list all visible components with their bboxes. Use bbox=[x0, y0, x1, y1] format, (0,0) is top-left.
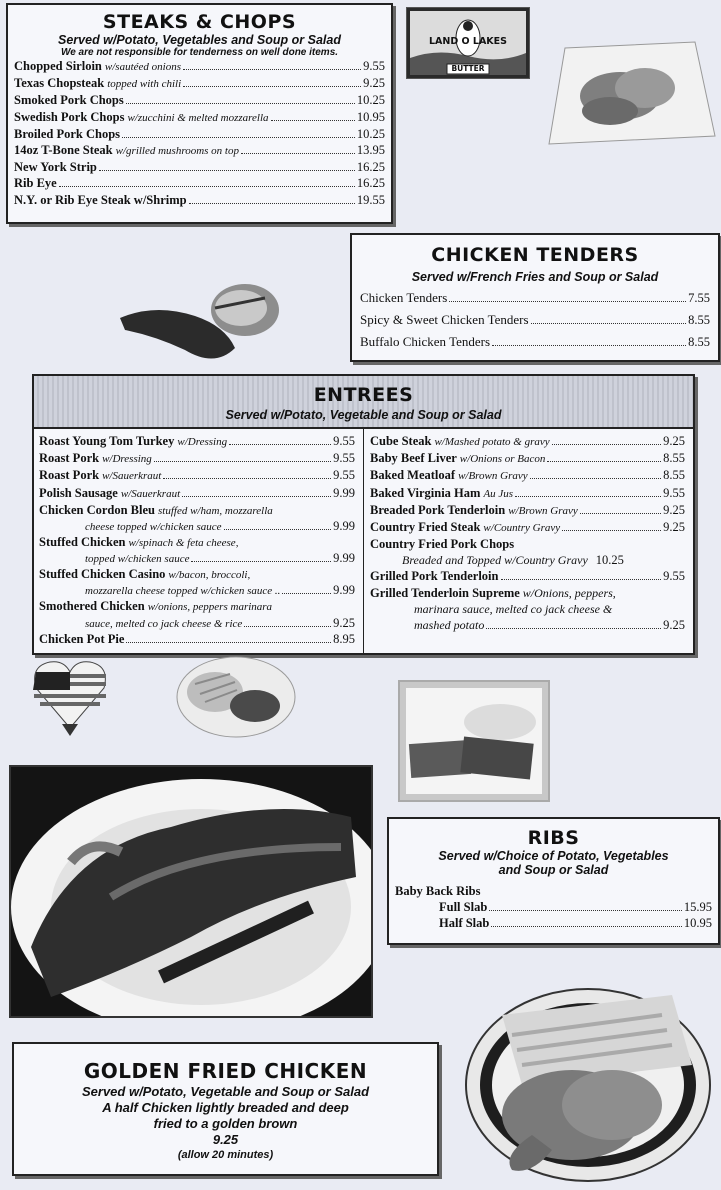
logo-brand-top: LAND O LAKES bbox=[428, 36, 508, 47]
menu-item: Full Slab 15.95 bbox=[439, 900, 712, 915]
steaks-disclaimer: We are not responsible for tenderness on well done items. bbox=[60, 47, 339, 58]
menu-item: Chicken Cordon Bleu stuffed w/ham, mozzarella bbox=[39, 502, 273, 517]
fried-note: (allow 20 minutes) bbox=[177, 1149, 274, 1161]
menu-item: Smothered Chicken w/onions, peppers marinara bbox=[39, 599, 273, 614]
menu-item: Grilled Tenderloin Supreme w/Onions, peppers, bbox=[370, 585, 616, 600]
meatloaf-photo bbox=[398, 680, 550, 802]
entrees-subtitle: Served w/Potato, Vegetable and Soup or Salad bbox=[225, 408, 502, 422]
steaks-chops-section bbox=[6, 3, 393, 224]
menu-item: Chicken Pot Pie 8.95 bbox=[39, 631, 355, 646]
menu-item-cont: mozzarella cheese topped w/chicken sauce .. 9.99 bbox=[85, 583, 355, 598]
menu-item: Polish Sausage w/Sauerkraut 9.99 bbox=[39, 485, 355, 500]
steaks-title: STEAKS & CHOPS bbox=[102, 11, 297, 33]
menu-item: Country Fried Steak w/Country Gravy 9.25 bbox=[370, 520, 685, 535]
menu-item: Chicken Tenders 7.55 bbox=[360, 290, 710, 305]
tenders-subtitle: Served w/French Fries and Soup or Salad bbox=[411, 270, 659, 284]
menu-item: Texas Chopsteak topped with chili 9.25 bbox=[14, 76, 385, 91]
menu-item: 14oz T-Bone Steak w/grilled mushrooms on top 13.95 bbox=[14, 143, 385, 158]
chicken-tender-photo bbox=[115, 278, 285, 368]
fried-chicken-photo bbox=[462, 975, 716, 1185]
entrees-left-column bbox=[34, 429, 364, 655]
menu-item-cont: mashed potato 9.25 bbox=[414, 617, 685, 632]
ribs-section bbox=[387, 817, 720, 945]
menu-item: Rib Eye 16.25 bbox=[14, 176, 385, 191]
menu-item-cont: marinara sauce, melted co jack cheese & bbox=[414, 601, 613, 616]
menu-item: Stuffed Chicken w/spinach & feta cheese, bbox=[39, 535, 239, 550]
steaks-subtitle: Served w/Potato, Vegetables and Soup or Salad bbox=[58, 33, 341, 47]
tenders-title: CHICKEN TENDERS bbox=[431, 244, 639, 266]
menu-item: Swedish Pork Chops w/zucchini & melted mozzarella 10.95 bbox=[14, 109, 385, 124]
menu-item-cont: topped w/chicken sauce 9.99 bbox=[85, 551, 355, 566]
land-o-lakes-logo bbox=[406, 7, 530, 79]
flag-heart-icon bbox=[30, 658, 110, 738]
steaks-list bbox=[14, 58, 385, 208]
menu-item: Country Fried Pork Chops bbox=[370, 537, 515, 552]
menu-item: Buffalo Chicken Tenders 8.55 bbox=[360, 334, 710, 349]
menu-item: Baked Virginia Ham Au Jus 9.55 bbox=[370, 485, 685, 500]
fried-title: GOLDEN FRIED CHICKEN bbox=[83, 1059, 368, 1083]
fried-line-3: fried to a golden brown bbox=[153, 1116, 298, 1131]
menu-item: Baked Meatloaf w/Brown Gravy 8.55 bbox=[370, 468, 685, 483]
entrees-header bbox=[34, 376, 693, 429]
entrees-section bbox=[32, 374, 695, 655]
ribs-subtitle: Served w/Choice of Potato, Vegetables and Soup or Salad bbox=[438, 849, 669, 877]
ribs-group-label: Baby Back Ribs bbox=[395, 884, 481, 898]
fried-price: 9.25 bbox=[212, 1132, 239, 1147]
menu-item: Chopped Sirloin w/sautéed onions 9.55 bbox=[14, 59, 385, 73]
fried-line-2: A half Chicken lightly breaded and deep bbox=[102, 1100, 349, 1115]
menu-item: N.Y. or Rib Eye Steak w/Shrimp 19.55 bbox=[14, 192, 385, 207]
menu-item: Broiled Pork Chops 10.25 bbox=[14, 126, 385, 141]
entrees-title: ENTREES bbox=[313, 384, 414, 406]
golden-fried-chicken-section bbox=[12, 1042, 439, 1176]
ribs-photo bbox=[9, 765, 373, 1018]
menu-item: Roast Young Tom Turkey w/Dressing 9.55 bbox=[39, 434, 355, 448]
menu-item: Breaded Pork Tenderloin w/Brown Gravy 9.25 bbox=[370, 502, 685, 517]
menu-item-cont: cheese topped w/chicken sauce 9.99 bbox=[85, 519, 355, 534]
menu-item: Grilled Pork Tenderloin 9.55 bbox=[370, 569, 685, 584]
menu-item-cont: Breaded and Topped w/Country Gravy 10.25 bbox=[402, 553, 624, 568]
menu-item: Roast Pork w/Dressing 9.55 bbox=[39, 451, 355, 466]
entrees-right-column bbox=[364, 429, 693, 655]
fries-plate-photo bbox=[175, 654, 298, 740]
menu-item: Smoked Pork Chops 10.25 bbox=[14, 93, 385, 108]
chicken-tenders-section bbox=[350, 233, 720, 362]
menu-item: Cube Steak w/Mashed potato & gravy 9.25 bbox=[370, 434, 685, 448]
logo-brand-bottom: BUTTER bbox=[451, 64, 485, 73]
menu-item: Spicy & Sweet Chicken Tenders 8.55 bbox=[360, 312, 710, 327]
chicken-tenders-photo bbox=[545, 36, 719, 146]
menu-item: Baby Beef Liver w/Onions or Bacon 8.55 bbox=[370, 451, 685, 466]
menu-item: Stuffed Chicken Casino w/bacon, broccoli, bbox=[39, 567, 251, 582]
menu-item-cont: sauce, melted co jack cheese & rice 9.25 bbox=[85, 615, 355, 630]
menu-item: New York Strip 16.25 bbox=[14, 160, 385, 175]
fried-line-1: Served w/Potato, Vegetable and Soup or Salad bbox=[81, 1084, 370, 1099]
ribs-title: RIBS bbox=[527, 827, 580, 849]
menu-item: Roast Pork w/Sauerkraut 9.55 bbox=[39, 468, 355, 483]
menu-item: Half Slab 10.95 bbox=[439, 916, 712, 931]
